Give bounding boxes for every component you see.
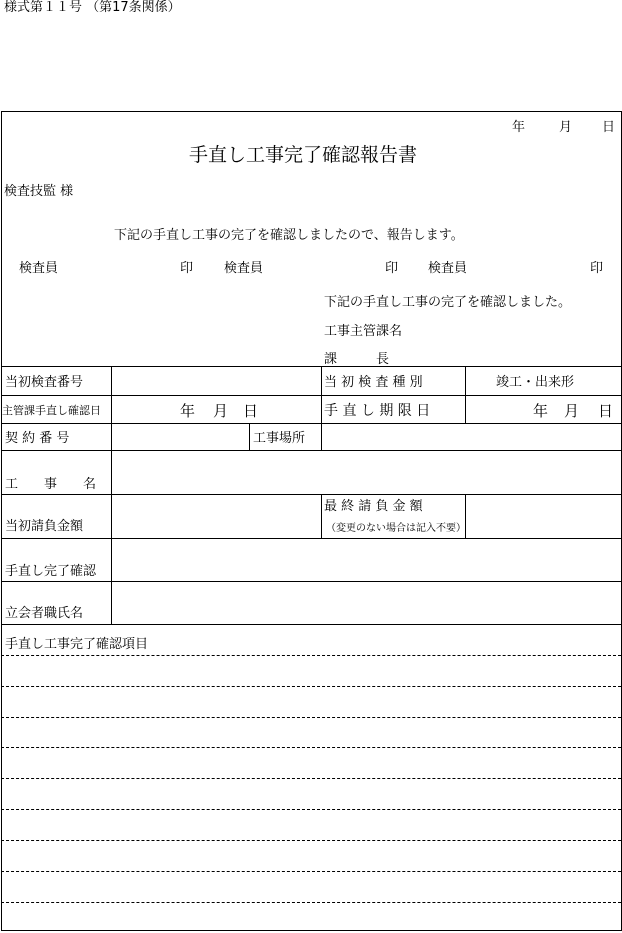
dashed-line <box>1 778 621 779</box>
column-line <box>321 494 322 538</box>
work-site-label: 工事場所 <box>253 431 306 446</box>
inspector-label-3: 検査員 <box>428 261 468 276</box>
inspection-type-value: 竣工・出来形 <box>496 375 575 390</box>
inspector-label-1: 検査員 <box>19 261 59 276</box>
section-name-label: 工事主管課名 <box>324 324 403 339</box>
dashed-line <box>1 686 621 687</box>
column-line <box>465 366 466 423</box>
dashed-line <box>1 902 621 903</box>
section-chief-label: 課 長 <box>324 352 390 367</box>
confirmation-statement: 下記の手直し工事の完了を確認しました。 <box>324 295 572 310</box>
deadline-year-label: 年 <box>533 402 549 420</box>
confirmation-day-label: 日 <box>243 402 259 420</box>
deadline-month-label: 月 <box>564 402 580 420</box>
row-line <box>1 423 621 424</box>
frame-bottom <box>1 930 621 931</box>
deadline-day-label: 日 <box>598 402 614 420</box>
initial-inspection-type-label: 当 初 検 査 種 別 <box>324 375 423 390</box>
confirmation-month-label: 月 <box>213 402 229 420</box>
final-contract-amount-label: 最 終 請 負 金 額 <box>324 499 423 514</box>
dashed-line <box>1 655 621 656</box>
dashed-line <box>1 871 621 872</box>
witness-title-name-label: 立会者職氏名 <box>5 606 84 621</box>
repair-deadline-label: 手 直 し 期 限 日 <box>324 403 431 419</box>
column-line <box>249 423 250 450</box>
dashed-line <box>1 840 621 841</box>
initial-contract-amount-label: 当初請負金額 <box>5 519 84 534</box>
row-line <box>1 624 621 625</box>
seal-mark-1: 印 <box>180 261 194 276</box>
report-day-label: 日 <box>602 120 616 135</box>
column-line <box>321 366 322 423</box>
row-line <box>1 538 621 539</box>
table-top-line <box>1 366 621 367</box>
form-code: 様式第１１号 （第17条関係） <box>4 0 181 15</box>
row-line <box>1 494 621 495</box>
frame-left <box>1 111 2 931</box>
column-line <box>321 423 322 450</box>
dashed-line <box>1 717 621 718</box>
work-name-label: 工 事 名 <box>5 477 97 492</box>
addressee: 検査技監 様 <box>4 184 74 199</box>
final-amount-note: （変更のない場合は記入不要） <box>326 523 466 534</box>
dashed-line <box>1 809 621 810</box>
row-line <box>1 450 621 451</box>
report-year-label: 年 <box>512 120 526 135</box>
column-line <box>111 366 112 624</box>
seal-mark-3: 印 <box>590 261 604 276</box>
report-statement: 下記の手直し工事の完了を確認しましたので、報告します。 <box>114 228 464 243</box>
initial-inspection-number-label: 当初検査番号 <box>5 375 84 390</box>
frame-top <box>1 111 621 112</box>
report-month-label: 月 <box>559 120 573 135</box>
confirmation-year-label: 年 <box>180 402 196 420</box>
seal-mark-2: 印 <box>385 261 399 276</box>
contract-number-label: 契 約 番 号 <box>5 431 70 446</box>
inspector-label-2: 検査員 <box>224 261 264 276</box>
repair-items-label: 手直し工事完了確認項目 <box>5 637 149 652</box>
document-title: 手直し工事完了確認報告書 <box>189 144 418 166</box>
chief-confirmation-date-label: 主管課手直し確認日 <box>2 404 101 417</box>
dashed-line <box>1 747 621 748</box>
repair-completion-check-label: 手直し完了確認 <box>5 564 97 579</box>
row-line <box>1 395 621 396</box>
row-line <box>1 581 621 582</box>
